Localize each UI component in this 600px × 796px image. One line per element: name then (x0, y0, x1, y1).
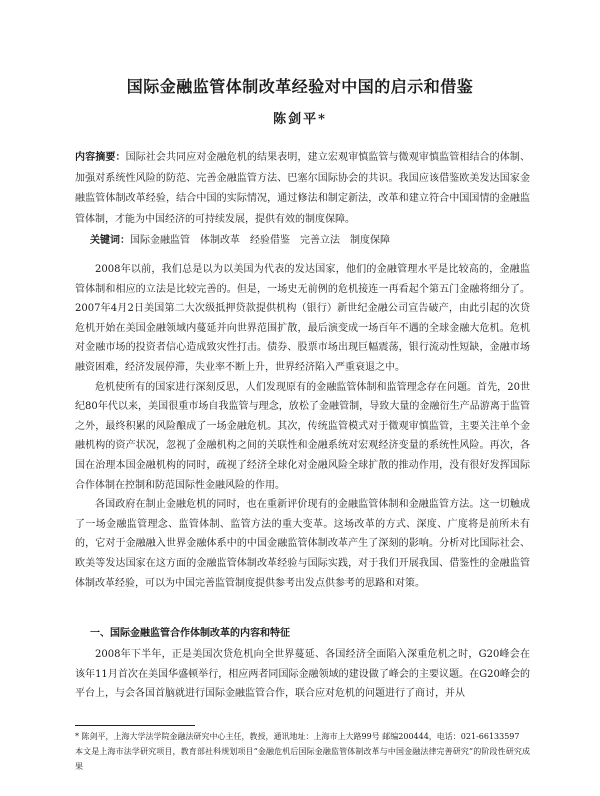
footnote: 本文是上海市法学研究项目，教育部社科规划项目“金融危机后国际金融监管体制改革与中国金融法律完善研究”的阶段性研究成果 (75, 747, 530, 771)
footnote: * 陈剑平，上海大学法学院金融法研究中心主任，教授，通讯地址：上海市上大路99号 邮编200444，电话：021-66133597 (75, 732, 520, 741)
abstract-text: 国际社会共同应对金融危机的结果表明，建立宏观审慎监管与微观审慎监管相结合的体制、加强对系统性风险的防范、完善金融监管方法、巴塞尔国际协会的共识。我国应该借鉴欧美发达国家金融监管体制改革经验，结合中国的实际情况，通过修法和制定新法，改革和建立符合中国国情的金融监管体制，才能为中国经济的可持续发展，提供有效的制度保障。 (75, 152, 531, 225)
keywords-label: 关键词： (90, 235, 130, 246)
keywords (90, 231, 530, 251)
section-heading: 一、国际金融监管合作体制改革的内容和特征 (90, 628, 290, 639)
section-body (75, 645, 530, 704)
body-paragraph: 各国政府在制止金融危机的同时，也在重新评价现有的金融监管体制和金融监管方法。这一切触成了一场金融监管理念、监管体制、监管方法的重大变革。这场改革的方式、深度、广度将是前所未有的，它对于金融融入世界金融体系中的中国金融监管体制改革产生了深刻的影响。分析对比国际社会、欧美等发达国家在这方面的金融监管体制改革经验与国际实践，对于我们开展我国、借鉴性的金融监管体制改革经验，可以为中国完善监管制度提供参考出发点供参考的思路和对策。 (75, 499, 530, 589)
body-paragraph: 2008年下半年，正是美国次贷危机向全世界蔓延、各国经济全面陷入深重危机之时，G20峰会在该年11月首次在美国华盛顿举行，相应两者同国际金融领域的建设做了峰会的主要议题。在G20峰会的平台上，与会各国首脑就进行国际金融监管合作，联合应对危机的问题进行了商讨，并从 (75, 649, 530, 700)
abstract-label: 内容摘要： (75, 152, 126, 163)
paper-title: 国际金融监管体制改革经验对中国的启示和借鉴 (126, 77, 474, 96)
keywords-text: 国际金融监管 体制改革 经验借鉴 完善立法 制度保障 (130, 235, 390, 246)
footnotes (75, 729, 530, 774)
body-paragraph: 2008年以前，我们总是以为以美国为代表的发达国家，他们的金融管理水平是比较高的，金融监管体制和相应的立法是比较完善的。但是，一场史无前例的危机接连一再看起个第五门金融将细分了。2007年4月2日美国第二大次级抵押贷款提供机构（银行）新世纪金融公司宣告破产，由此引起的次贷危机开始在美国金融领域内蔓延并向世界范围扩散，最后演变成一场百年不遇的全球金融大危机。危机对金融市场的投资者信心造成致灾性打击。债券、股票市场出现巨幅震荡，银行流动性短缺，金融市场融资困难，经济发展停滞，失业率不断上升，世界经济陷入严重衰退之中。 (75, 264, 530, 373)
abstract (75, 148, 530, 230)
author-name: 陈剑平* (273, 112, 327, 127)
body-text (75, 260, 530, 593)
footnote-divider (75, 725, 195, 726)
body-paragraph: 危机使所有的国家进行深刻反思，人们发现原有的金融监管体制和监管理念存在问题。首先，20世纪80年代以来，美国很重市场自我监管与理念，放松了金融管制，导致大量的金融衍生产品游离于监管之外，最终积累的风险酿成了一场金融危机。其次，传统监管模式对于微观审慎监管，主要关注单个金融机构的资产状况，忽视了金融机构之间的关联性和金融系统对宏观经济变量的系统性风险。再次，各国在治理本国金融机构的同时，疏视了经济全球化对金融风险全球扩散的推动作用，没有很好发挥国际合作体制在控制和防范国际性金融风险的作用。 (75, 381, 530, 491)
